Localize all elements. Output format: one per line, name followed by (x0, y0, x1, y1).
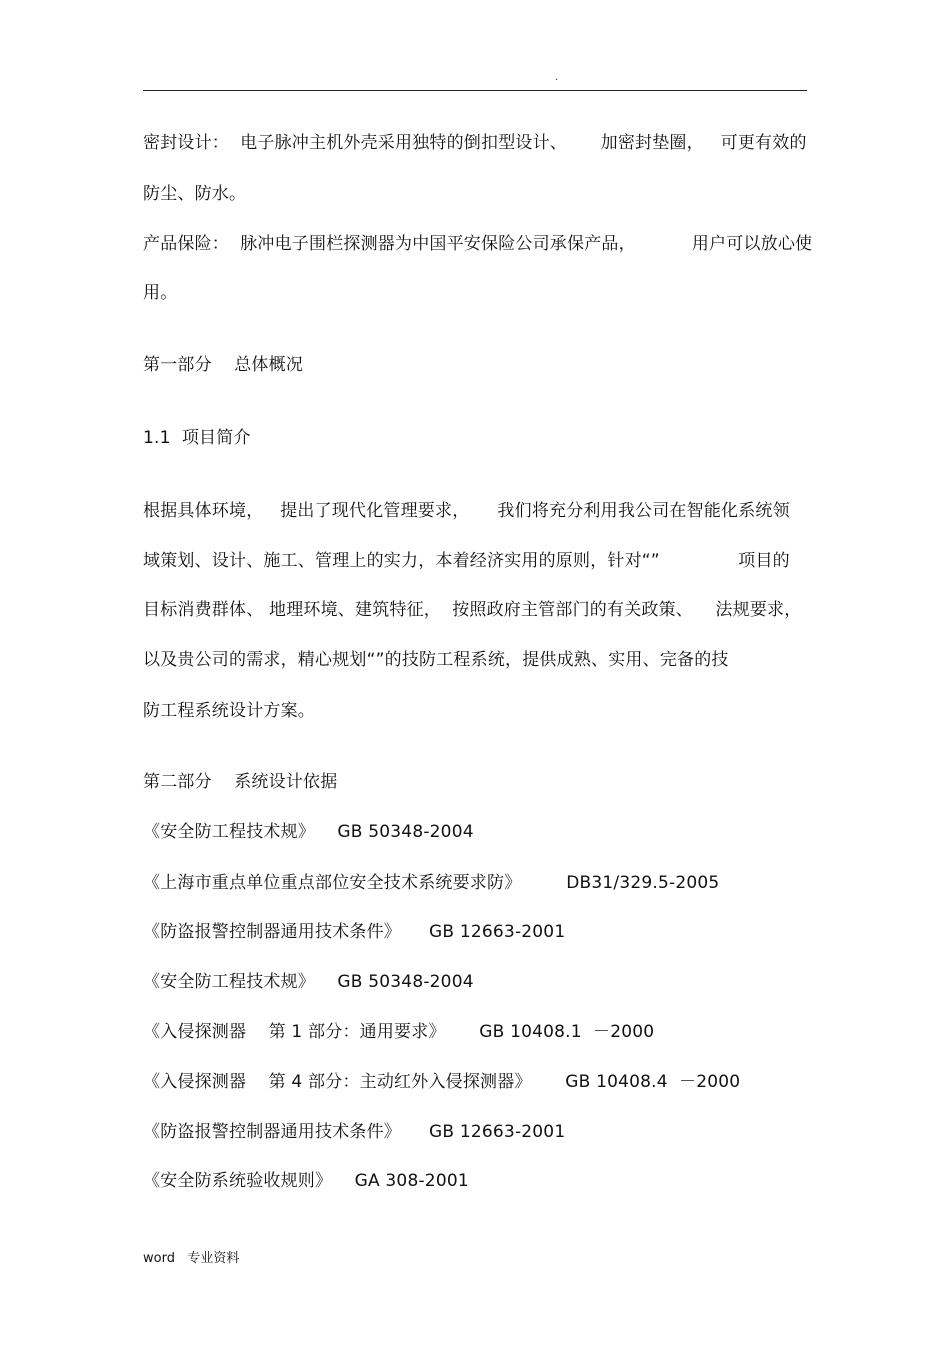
intro-line-5: 防工程系统设计方案。 (143, 701, 315, 721)
intro-line-2: 域策划、设计、施工、管理上的实力，本着经济实用的原则，针对“” 项目的 (143, 551, 790, 571)
seal-design-line-1: 密封设计： 电子脉冲主机外壳采用独特的倒扣型设计、 加密封垫圈， 可更有效的 (143, 133, 807, 153)
standard-item: 《安全防工程技术规》 GB 50348-2004 (143, 822, 474, 842)
standard-item: 《上海市重点单位重点部位安全技术系统要求防》 DB31/329.5-2005 (143, 873, 720, 893)
standard-item: 《安全防工程技术规》 GB 50348-2004 (143, 972, 474, 992)
intro-line-3: 目标消费群体、 地理环境、建筑特征， 按照政府主管部门的有关政策、 法规要求， (143, 600, 802, 620)
seal-design-line-2: 防尘、防水。 (143, 184, 247, 204)
intro-line-1: 根据具体环境， 提出了现代化管理要求， 我们将充分利用我公司在智能化系统领 (143, 501, 790, 521)
insurance-line-2: 用。 (143, 283, 178, 303)
insurance-line-1: 产品保险： 脉冲电子围栏探测器为中国平安保险公司承保产品， 用户可以放心使 (143, 234, 813, 254)
standard-item: 《防盗报警控制器通用技术条件》 GB 12663-2001 (143, 922, 566, 942)
intro-line-4: 以及贵公司的需求，精心规划“”的技防工程系统，提供成熟、实用、完备的技 (143, 650, 729, 670)
section-1-1-heading: 1.1 项目简介 (143, 428, 251, 448)
part-one-heading: 第一部分 总体概况 (143, 355, 304, 375)
part-two-heading: 第二部分 系统设计依据 (143, 772, 338, 792)
standard-item: 《入侵探测器 第 1 部分：通用要求》 GB 10408.1 －2000 (143, 1022, 655, 1042)
standard-item: 《防盗报警控制器通用技术条件》 GB 12663-2001 (143, 1122, 566, 1142)
header-mark: . (555, 72, 559, 83)
header-rule (143, 90, 807, 91)
footer-label: word 专业资料 (143, 1251, 240, 1266)
standard-item: 《安全防系统验收规则》 GA 308-2001 (143, 1171, 469, 1191)
standard-item: 《入侵探测器 第 4 部分：主动红外入侵探测器》 GB 10408.4 －2000 (143, 1072, 741, 1092)
